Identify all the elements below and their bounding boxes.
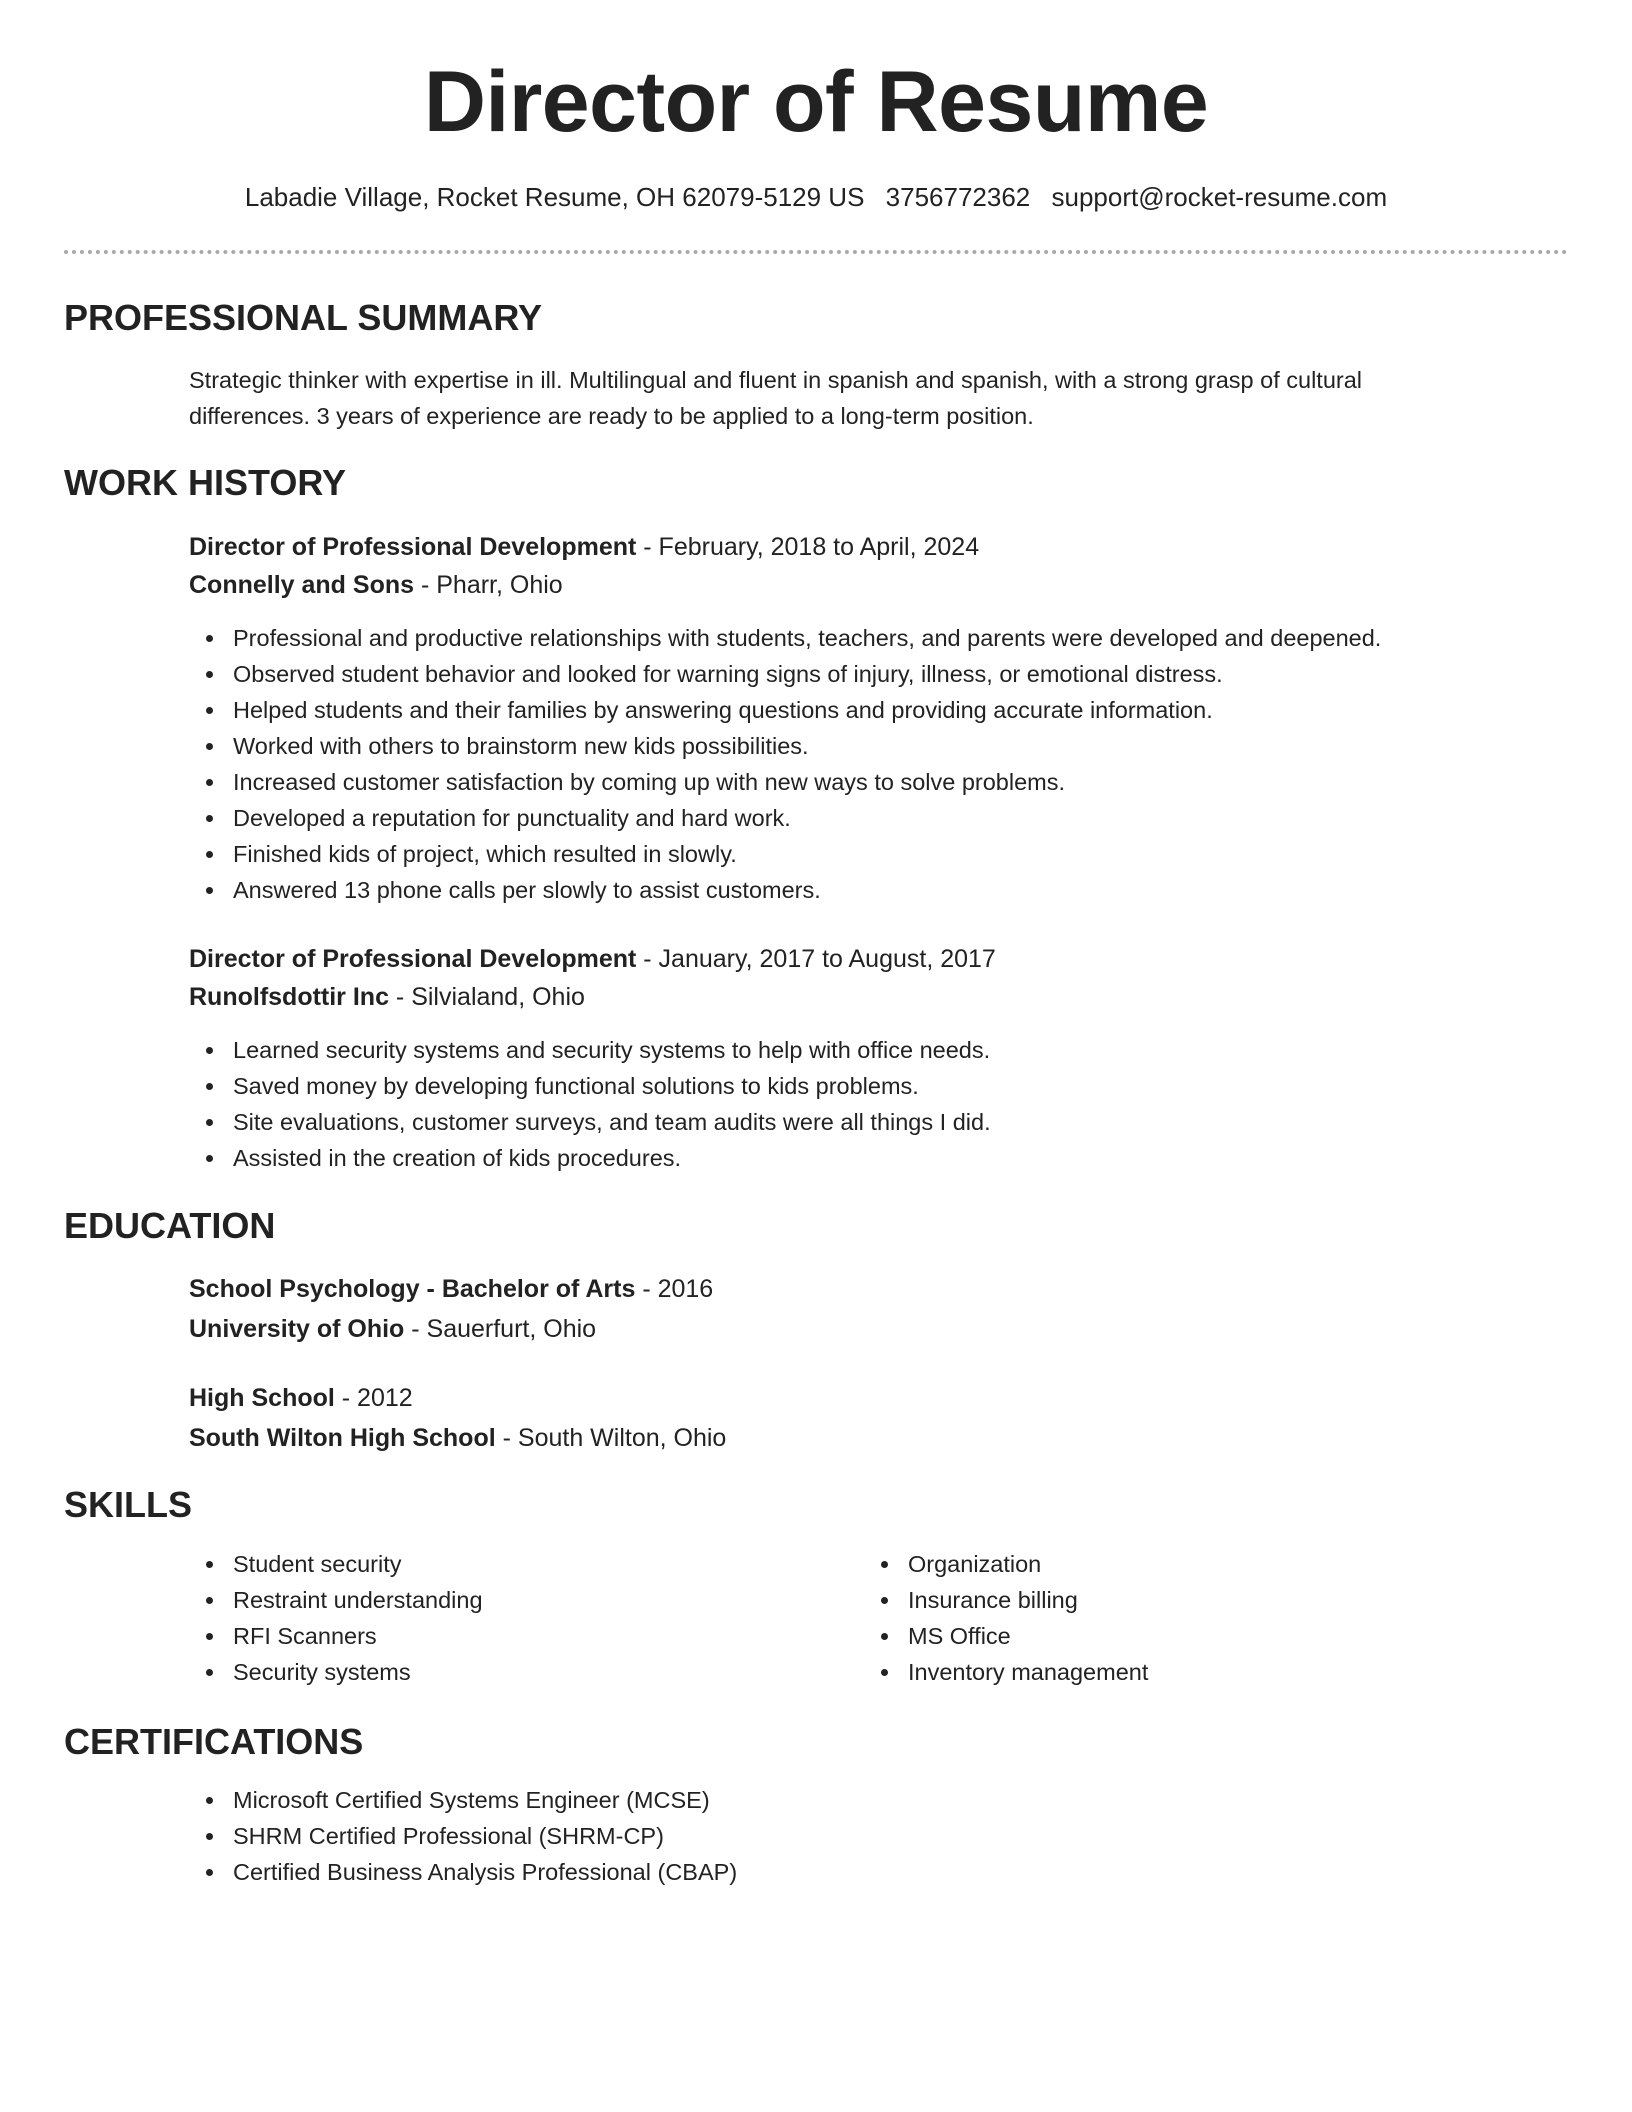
job-duty-item: Worked with others to brainstorm new kids possibilities. (189, 728, 1489, 764)
certifications-heading: CERTIFICATIONS (64, 1721, 364, 1762)
skill-item: MS Office (864, 1618, 1514, 1654)
certification-item: Microsoft Certified Systems Engineer (MCSE) (189, 1782, 1489, 1818)
job-duty-item: Assisted in the creation of kids procedures. (189, 1140, 1489, 1176)
education-year: - 2012 (334, 1384, 413, 1412)
skill-item: Student security (189, 1546, 839, 1582)
work-history-heading: WORK HISTORY (64, 462, 347, 503)
header-divider (64, 250, 1568, 254)
skills-list-left (189, 1546, 839, 1690)
skills-heading: SKILLS (64, 1484, 193, 1525)
job-duties-list (189, 620, 1489, 908)
summary-line: Strategic thinker with expertise in ill. Multilingual and fluent in spanish and spanish, with a strong grasp of cultural (189, 367, 1363, 393)
job-role: Director of Professional Development (189, 945, 637, 973)
contact-email: support@rocket-resume.com (1051, 182, 1388, 212)
certification-item: Certified Business Analysis Professional (CBAP) (189, 1854, 1489, 1890)
contact-phone: 3756772362 (885, 182, 1031, 212)
job-title-line (189, 940, 1489, 978)
job-dates: - January, 2017 to August, 2017 (636, 945, 996, 973)
contact-address: Labadie Village, Rocket Resume, OH 62079-5129 US (244, 182, 865, 212)
contact-info (0, 180, 1632, 214)
education-entry (189, 1379, 1489, 1457)
job-duty-item: Observed student behavior and looked for warning signs of injury, illness, or emotional distress. (189, 656, 1489, 692)
summary-line: differences. 3 years of experience are ready to be applied to a long-term position. (189, 403, 1034, 429)
education-degree: School Psychology - Bachelor of Arts (189, 1275, 636, 1303)
education-degree-line (189, 1379, 1489, 1417)
job-duty-item: Increased customer satisfaction by coming up with new ways to solve problems. (189, 764, 1489, 800)
education-school: University of Ohio (189, 1315, 405, 1343)
job-company-line (189, 978, 1489, 1016)
education-degree-line (189, 1270, 1489, 1308)
skill-item: Insurance billing (864, 1582, 1514, 1618)
education-location: - South Wilton, Ohio (495, 1424, 727, 1452)
education-school-line (189, 1419, 1489, 1457)
job-company: Connelly and Sons (189, 571, 415, 599)
job-duty-item: Developed a reputation for punctuality and hard work. (189, 800, 1489, 836)
resume-name: Director of Resume (423, 54, 1209, 150)
job-role: Director of Professional Development (189, 533, 637, 561)
job-dates: - February, 2018 to April, 2024 (636, 533, 980, 561)
job-duty-item: Learned security systems and security systems to help with office needs. (189, 1032, 1489, 1068)
job-location: - Pharr, Ohio (414, 571, 563, 599)
skill-item: Restraint understanding (189, 1582, 839, 1618)
job-location: - Silvialand, Ohio (388, 983, 585, 1011)
skill-item: Security systems (189, 1654, 839, 1690)
education-degree: High School (189, 1384, 335, 1412)
job-duty-item: Site evaluations, customer surveys, and team audits were all things I did. (189, 1104, 1489, 1140)
job-duty-item: Professional and productive relationships with students, teachers, and parents were developed and deepened. (189, 620, 1489, 656)
education-school-line (189, 1310, 1489, 1348)
job-company-line (189, 566, 1489, 604)
education-heading: EDUCATION (64, 1205, 276, 1246)
job-company: Runolfsdottir Inc (189, 983, 389, 1011)
skill-item: Inventory management (864, 1654, 1514, 1690)
job-entry (189, 940, 1489, 1176)
job-duty-item: Finished kids of project, which resulted in slowly. (189, 836, 1489, 872)
skills-list-right (864, 1546, 1514, 1690)
education-year: - 2016 (635, 1275, 714, 1303)
job-duties-list (189, 1032, 1489, 1176)
education-location: - Sauerfurt, Ohio (404, 1315, 597, 1343)
certification-item: SHRM Certified Professional (SHRM-CP) (189, 1818, 1489, 1854)
skill-item: RFI Scanners (189, 1618, 839, 1654)
job-duty-item: Answered 13 phone calls per slowly to assist customers. (189, 872, 1489, 908)
education-school: South Wilton High School (189, 1424, 496, 1452)
certifications-list (189, 1782, 1489, 1890)
education-entry (189, 1270, 1489, 1348)
summary-heading: PROFESSIONAL SUMMARY (64, 297, 543, 338)
job-entry (189, 528, 1489, 908)
summary-text (189, 362, 1489, 434)
job-duty-item: Helped students and their families by answering questions and providing accurate information. (189, 692, 1489, 728)
job-title-line (189, 528, 1489, 566)
skill-item: Organization (864, 1546, 1514, 1582)
job-duty-item: Saved money by developing functional solutions to kids problems. (189, 1068, 1489, 1104)
